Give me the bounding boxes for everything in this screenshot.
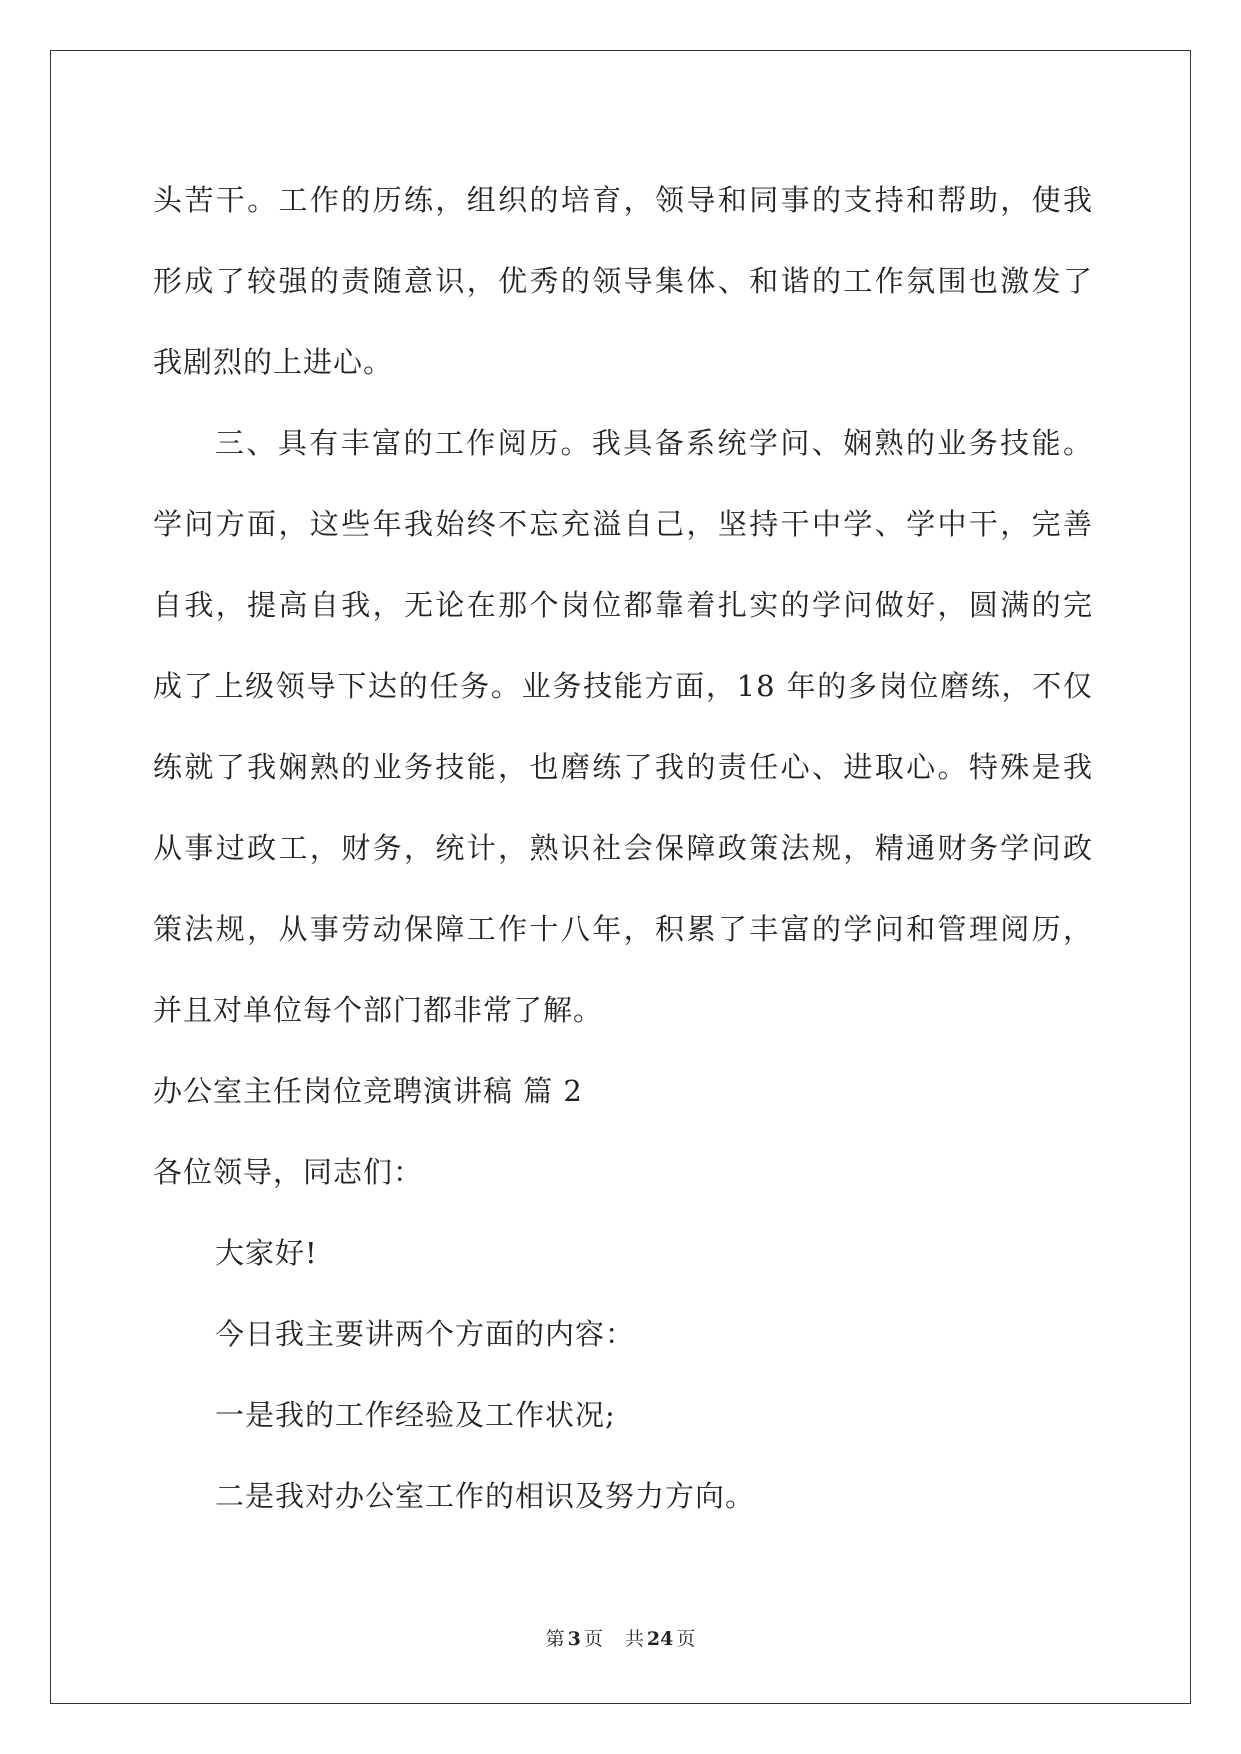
page-suffix: 页 [583,1628,603,1650]
total-pages: 24 [646,1628,674,1650]
section-heading: 办公室主任岗位竞聘演讲稿 篇 2 [153,1074,583,1108]
paragraph-line: 头苦干。工作的历练，组织的培育，领导和同事的支持和帮助，使我 [153,183,1093,217]
paragraph-line: 策法规，从事劳动保障工作十八年，积累了丰富的学问和管理阅历， [153,912,1093,946]
paragraph-line: 学问方面，这些年我始终不忘充溢自己，坚持干中学、学中干，完善 [153,507,1093,541]
total-prefix: 共 [624,1628,644,1650]
paragraph-line: 今日我主要讲两个方面的内容： [215,1317,636,1351]
paragraph-line: 我剧烈的上进心。 [153,345,394,379]
paragraph-line: 三、具有丰富的工作阅历。我具备系统学问、娴熟的业务技能。 [215,426,1093,460]
greeting: 大家好! [215,1236,318,1270]
paragraph-line: 形成了较强的责随意识，优秀的领导集体、和谐的工作氛围也激发了 [153,264,1093,298]
total-suffix: 页 [676,1628,696,1650]
page-number: 3 [567,1628,581,1650]
paragraph-line: 二是我对办公室工作的相识及努力方向。 [215,1479,756,1513]
paragraph-line: 自我，提高自我，无论在那个岗位都靠着扎实的学问做好，圆满的完 [153,588,1093,622]
document-body [153,160,1093,1537]
paragraph-line: 并且对单位每个部门都非常了解。 [153,993,604,1027]
page-prefix: 第 [545,1628,565,1650]
paragraph-line: 练就了我娴熟的业务技能，也磨练了我的责任心、进取心。特殊是我 [153,750,1093,784]
salutation: 各位领导，同志们： [153,1155,424,1189]
page-footer [0,1624,1241,1651]
paragraph-line: 成了上级领导下达的任务。业务技能方面，18 年的多岗位磨练，不仅 [153,669,1093,703]
paragraph-line: 从事过政工，财务，统计，熟识社会保障政策法规，精通财务学问政 [153,831,1093,865]
paragraph-line: 一是我的工作经验及工作状况; [215,1398,616,1432]
